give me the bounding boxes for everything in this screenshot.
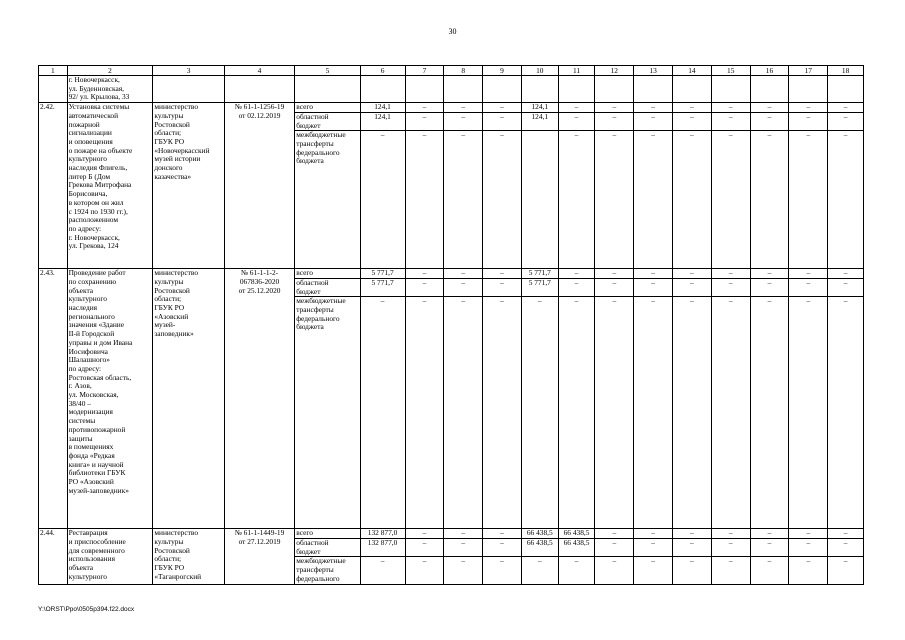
amount-cell: –: [750, 557, 789, 584]
empty-cell: [405, 76, 444, 103]
column-number: 6: [360, 66, 405, 76]
amount-cell: –: [405, 112, 444, 130]
amount-cell: –: [634, 278, 673, 296]
amount-cell: –: [828, 112, 864, 130]
amount-cell: –: [634, 112, 673, 130]
continuation-row: [39, 76, 864, 103]
amount-cell: –: [405, 269, 444, 279]
amount-cell: –: [673, 539, 712, 557]
column-number: 13: [634, 66, 673, 76]
amount-cell: –: [634, 297, 673, 529]
column-number: 15: [711, 66, 750, 76]
amount-cell: –: [711, 112, 750, 130]
expertise-doc-cell: № 61-1-1449-19 от 27.12.2019: [224, 529, 294, 584]
amount-cell: –: [405, 131, 444, 269]
file-path-footer: Y:\ORST\Ppo\0505p394.f22.docx: [38, 606, 135, 613]
amount-cell: –: [483, 529, 522, 539]
empty-cell: [828, 76, 864, 103]
amount-cell: –: [789, 269, 828, 279]
executor-cell: министерство культуры Ростовской области; ГБУК РО «Новочеркасский музей истории донского казачества»: [153, 103, 224, 269]
empty-cell: [558, 76, 595, 103]
amount-cell: –: [711, 557, 750, 584]
amount-cell: –: [828, 297, 864, 529]
amount-cell: –: [483, 539, 522, 557]
amount-cell: –: [673, 103, 712, 113]
amount-cell: –: [595, 278, 634, 296]
row-number-cell: 2.44.: [39, 529, 68, 584]
program-table: [38, 65, 864, 585]
funding-source-cell: всего: [295, 529, 360, 539]
column-number: 18: [828, 66, 864, 76]
amount-cell: –: [360, 131, 405, 269]
column-number: 17: [789, 66, 828, 76]
amount-cell: –: [789, 278, 828, 296]
funding-source-cell: областной бюджет: [295, 539, 360, 557]
amount-cell: –: [789, 131, 828, 269]
executor-cell: министерство культуры Ростовской области; ГБУК РО «Таганрогский: [153, 529, 224, 584]
amount-cell: 66 438,5: [521, 539, 558, 557]
funding-source-cell: межбюджетные трансферты федерального бюджета: [295, 297, 360, 529]
amount-cell: –: [558, 269, 595, 279]
amount-cell: –: [750, 131, 789, 269]
amount-cell: –: [634, 131, 673, 269]
amount-cell: –: [634, 269, 673, 279]
amount-cell: –: [405, 297, 444, 529]
amount-cell: –: [711, 278, 750, 296]
amount-cell: –: [595, 529, 634, 539]
column-number: 10: [521, 66, 558, 76]
amount-cell: –: [750, 112, 789, 130]
column-number: 4: [224, 66, 294, 76]
funding-source-cell: областной бюджет: [295, 112, 360, 130]
empty-cell: [750, 76, 789, 103]
empty-cell: [153, 76, 224, 103]
empty-cell: [634, 76, 673, 103]
amount-cell: 66 438,5: [558, 529, 595, 539]
empty-cell: [711, 76, 750, 103]
amount-cell: –: [634, 539, 673, 557]
amount-cell: –: [750, 103, 789, 113]
empty-cell: [295, 76, 360, 103]
amount-cell: –: [750, 278, 789, 296]
amount-cell: –: [789, 529, 828, 539]
amount-cell: –: [711, 529, 750, 539]
row-number-cell: [39, 76, 68, 103]
event-name-cell: Реставрация и приспособление для современного использования объекта культурного: [67, 529, 153, 584]
amount-cell: –: [444, 297, 483, 529]
amount-cell: [521, 131, 558, 269]
column-number: 12: [595, 66, 634, 76]
column-number: 9: [483, 66, 522, 76]
amount-cell: –: [711, 539, 750, 557]
amount-cell: –: [444, 103, 483, 113]
amount-cell: –: [673, 269, 712, 279]
amount-cell: 5 771,7: [521, 278, 558, 296]
amount-cell: –: [558, 112, 595, 130]
funding-source-cell: межбюджетные трансферты федерального бюджета: [295, 131, 360, 269]
amount-cell: –: [483, 131, 522, 269]
amount-cell: –: [558, 278, 595, 296]
amount-cell: –: [673, 297, 712, 529]
amount-cell: –: [483, 112, 522, 130]
amount-cell: –: [711, 269, 750, 279]
amount-cell: –: [521, 557, 558, 584]
amount-cell: –: [405, 529, 444, 539]
amount-cell: 5 771,7: [360, 278, 405, 296]
column-number: 5: [295, 66, 360, 76]
row-number-cell: 2.43.: [39, 269, 68, 529]
amount-cell: –: [405, 557, 444, 584]
header-row: [39, 66, 864, 76]
amount-cell: –: [444, 112, 483, 130]
amount-cell: –: [595, 269, 634, 279]
amount-cell: –: [595, 539, 634, 557]
event-name-cell: Установка системы автоматической пожарной сигнализации и оповещения о пожаре на объекте культурного наследия Флигель, литер Б (Дом Грекова Митрофана Борисовича, в котором он жил с 1924 по 1930 гг.), расположенном по адресу: г. Новочеркасск, ул. Грекова, 124: [67, 103, 153, 269]
column-number: 1: [39, 66, 68, 76]
amount-cell: –: [595, 297, 634, 529]
amount-cell: –: [789, 557, 828, 584]
amount-cell: –: [634, 529, 673, 539]
amount-cell: –: [595, 557, 634, 584]
funding-source-cell: межбюджетные трансферты федерального: [295, 557, 360, 584]
amount-cell: –: [483, 297, 522, 529]
event-name-cell: Проведение работ по сохранению объекта культурного наследия регионального значения «Здание II-й Городской управы и дом Ивана Иосифовича Шалашного» по адресу: Ростовская область, г. Азов, ул. Московская, 38/40 – модернизация системы противопожарной защиты в помещениях фонда «Редкая книга» и научной библиотеки ГБУК РО «Азовский музей-заповедник»: [67, 269, 153, 529]
amount-cell: –: [828, 539, 864, 557]
amount-cell: 5 771,7: [521, 269, 558, 279]
amount-cell: –: [750, 269, 789, 279]
amount-cell: –: [828, 131, 864, 269]
amount-cell: 124,1: [521, 112, 558, 130]
amount-cell: –: [828, 529, 864, 539]
amount-cell: –: [789, 112, 828, 130]
row-number-cell: 2.42.: [39, 103, 68, 269]
amount-cell: –: [750, 529, 789, 539]
amount-cell: 132 877,0: [360, 539, 405, 557]
amount-cell: –: [828, 557, 864, 584]
amount-cell: –: [634, 103, 673, 113]
amount-cell: –: [673, 529, 712, 539]
amount-cell: 66 438,5: [558, 539, 595, 557]
column-number: 2: [67, 66, 153, 76]
empty-cell: [673, 76, 712, 103]
empty-cell: [444, 76, 483, 103]
column-number: 8: [444, 66, 483, 76]
amount-cell: –: [483, 103, 522, 113]
amount-cell: –: [595, 131, 634, 269]
amount-cell: 124,1: [360, 112, 405, 130]
expertise-doc-cell: № 61-1-1-2- 067836-2020 от 25.12.2020: [224, 269, 294, 529]
empty-cell: [483, 76, 522, 103]
funding-source-cell: всего: [295, 269, 360, 279]
amount-cell: –: [673, 557, 712, 584]
amount-cell: –: [558, 103, 595, 113]
amount-cell: –: [673, 131, 712, 269]
executor-cell: министерство культуры Ростовской области; ГБУК РО «Азовский музей- заповедник»: [153, 269, 224, 529]
table-row: [39, 529, 864, 539]
column-number: 7: [405, 66, 444, 76]
amount-cell: –: [634, 557, 673, 584]
empty-cell: [521, 76, 558, 103]
column-number: 3: [153, 66, 224, 76]
amount-cell: –: [521, 297, 558, 529]
funding-source-cell: всего: [295, 103, 360, 113]
amount-cell: 132 877,0: [360, 529, 405, 539]
amount-cell: –: [483, 269, 522, 279]
amount-cell: –: [444, 278, 483, 296]
page-number: 30: [448, 27, 457, 36]
empty-cell: [360, 76, 405, 103]
amount-cell: –: [444, 131, 483, 269]
expertise-doc-cell: № 61-1-1256-19 от 02.12.2019: [224, 103, 294, 269]
empty-cell: [224, 76, 294, 103]
amount-cell: 124,1: [360, 103, 405, 113]
amount-cell: –: [360, 297, 405, 529]
empty-cell: [789, 76, 828, 103]
event-name-cell: г. Новочеркасск, ул. Буденновская, 92/ ул. Крылова, 33: [67, 76, 153, 103]
amount-cell: –: [828, 103, 864, 113]
amount-cell: 66 438,5: [521, 529, 558, 539]
amount-cell: –: [483, 278, 522, 296]
amount-cell: –: [558, 557, 595, 584]
amount-cell: 5 771,7: [360, 269, 405, 279]
amount-cell: –: [750, 297, 789, 529]
amount-cell: –: [444, 539, 483, 557]
amount-cell: 124,1: [521, 103, 558, 113]
column-number: 11: [558, 66, 595, 76]
amount-cell: –: [673, 278, 712, 296]
amount-cell: –: [711, 131, 750, 269]
amount-cell: –: [444, 529, 483, 539]
funding-source-cell: областной бюджет: [295, 278, 360, 296]
empty-cell: [595, 76, 634, 103]
amount-cell: –: [444, 269, 483, 279]
amount-cell: –: [789, 297, 828, 529]
amount-cell: –: [789, 539, 828, 557]
table-row: [39, 269, 864, 279]
amount-cell: –: [405, 103, 444, 113]
amount-cell: –: [789, 103, 828, 113]
amount-cell: –: [595, 112, 634, 130]
amount-cell: –: [444, 557, 483, 584]
amount-cell: –: [750, 539, 789, 557]
amount-cell: –: [711, 297, 750, 529]
amount-cell: –: [673, 112, 712, 130]
amount-cell: –: [405, 539, 444, 557]
amount-cell: –: [711, 103, 750, 113]
amount-cell: –: [828, 269, 864, 279]
amount-cell: –: [483, 557, 522, 584]
amount-cell: –: [595, 103, 634, 113]
column-number: 14: [673, 66, 712, 76]
amount-cell: –: [558, 131, 595, 269]
table-row: [39, 103, 864, 113]
amount-cell: –: [558, 297, 595, 529]
column-number: 16: [750, 66, 789, 76]
amount-cell: –: [405, 278, 444, 296]
amount-cell: –: [828, 278, 864, 296]
amount-cell: –: [360, 557, 405, 584]
